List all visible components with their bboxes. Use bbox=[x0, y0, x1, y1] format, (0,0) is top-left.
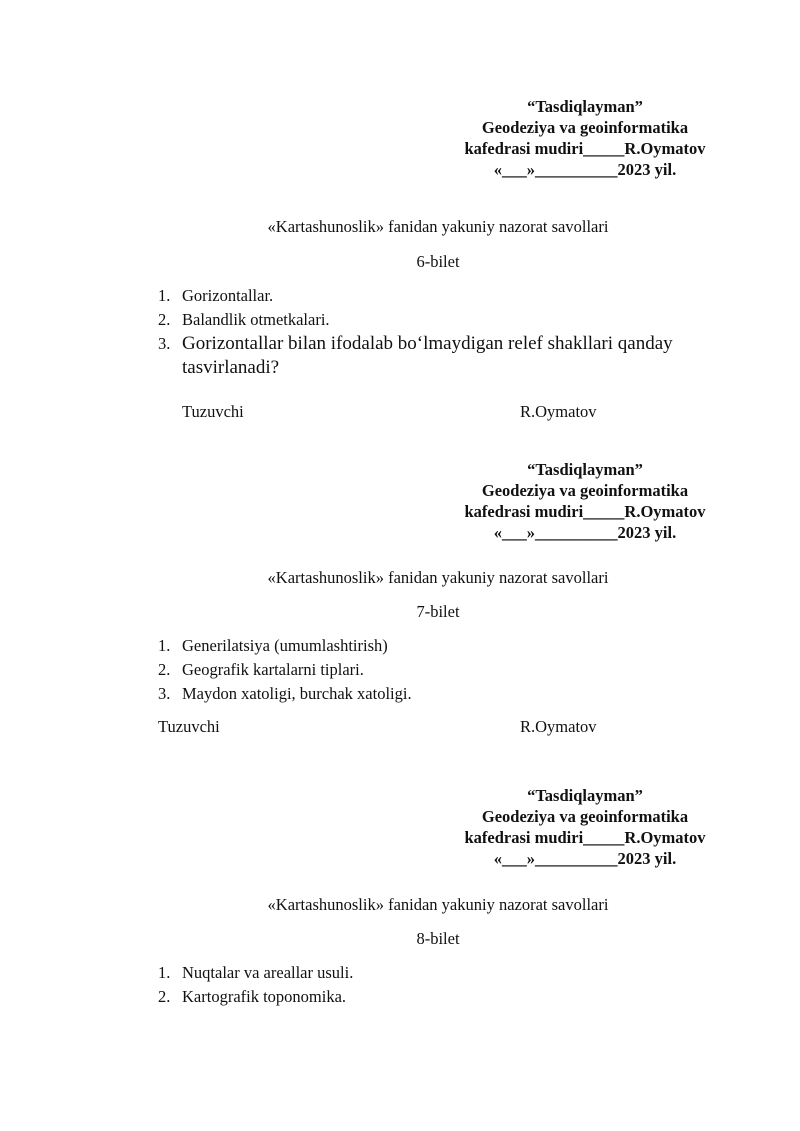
ticket-number-2: 7-bilet bbox=[416, 602, 460, 621]
compiler-label-1: Tuzuvchi bbox=[182, 402, 244, 421]
question-item bbox=[158, 332, 738, 380]
question-number: 1. bbox=[158, 286, 171, 305]
approval-stamp-3 bbox=[430, 785, 740, 869]
question-list-3 bbox=[158, 961, 738, 1009]
question-text: Gorizontallar bilan ifodalab bo‘lmaydigan relef shakllari qanday tasvirlanadi? bbox=[182, 333, 673, 378]
compiler-name-1: R.Oymatov bbox=[520, 402, 597, 421]
question-text: Geografik kartalarni tiplari. bbox=[182, 660, 364, 679]
question-item bbox=[158, 634, 738, 658]
question-text: Kartografik toponomika. bbox=[182, 987, 347, 1006]
approval-head: kafedrasi mudiri_____R.Oymatov bbox=[464, 139, 706, 158]
approval-department: Geodeziya va geoinformatika bbox=[481, 118, 689, 137]
compiler-label-2: Tuzuvchi bbox=[158, 717, 220, 736]
approval-date: «___»__________2023 yil. bbox=[493, 849, 677, 868]
question-number: 2. bbox=[158, 310, 171, 329]
question-text: Nuqtalar va areallar usuli. bbox=[182, 963, 354, 982]
compiler-name-2: R.Oymatov bbox=[520, 717, 597, 736]
approval-date: «___»__________2023 yil. bbox=[493, 523, 677, 542]
question-number: 2. bbox=[158, 660, 171, 679]
approval-department: Geodeziya va geoinformatika bbox=[481, 481, 689, 500]
question-item bbox=[158, 284, 738, 308]
question-item bbox=[158, 658, 738, 682]
exam-title-2: «Kartashunoslik» fanidan yakuniy nazorat savollari bbox=[267, 568, 609, 587]
approval-title: “Tasdiqlayman” bbox=[527, 460, 643, 479]
question-item bbox=[158, 985, 738, 1009]
question-text: Balandlik otmetkalari. bbox=[182, 310, 330, 329]
approval-head: kafedrasi mudiri_____R.Oymatov bbox=[464, 502, 706, 521]
question-text: Gorizontallar. bbox=[182, 286, 274, 305]
approval-stamp-2 bbox=[430, 459, 740, 543]
question-item bbox=[158, 682, 738, 706]
question-number: 3. bbox=[158, 334, 171, 353]
question-list-1 bbox=[158, 284, 738, 380]
approval-date: «___»__________2023 yil. bbox=[493, 160, 677, 179]
question-number: 2. bbox=[158, 987, 171, 1006]
question-number: 1. bbox=[158, 636, 171, 655]
question-text: Maydon xatoligi, burchak xatoligi. bbox=[182, 684, 412, 703]
approval-stamp-1 bbox=[430, 96, 740, 180]
exam-title-3: «Kartashunoslik» fanidan yakuniy nazorat savollari bbox=[267, 895, 609, 914]
question-list-2 bbox=[158, 634, 738, 706]
approval-title: “Tasdiqlayman” bbox=[527, 97, 643, 116]
question-text: Generilatsiya (umumlashtirish) bbox=[182, 636, 388, 655]
question-item bbox=[158, 308, 738, 332]
approval-head: kafedrasi mudiri_____R.Oymatov bbox=[464, 828, 706, 847]
approval-title: “Tasdiqlayman” bbox=[527, 786, 643, 805]
question-item bbox=[158, 961, 738, 985]
question-number: 1. bbox=[158, 963, 171, 982]
question-number: 3. bbox=[158, 684, 171, 703]
ticket-number-1: 6-bilet bbox=[416, 252, 460, 271]
ticket-number-3: 8-bilet bbox=[416, 929, 460, 948]
approval-department: Geodeziya va geoinformatika bbox=[481, 807, 689, 826]
exam-title-1: «Kartashunoslik» fanidan yakuniy nazorat savollari bbox=[267, 217, 609, 236]
